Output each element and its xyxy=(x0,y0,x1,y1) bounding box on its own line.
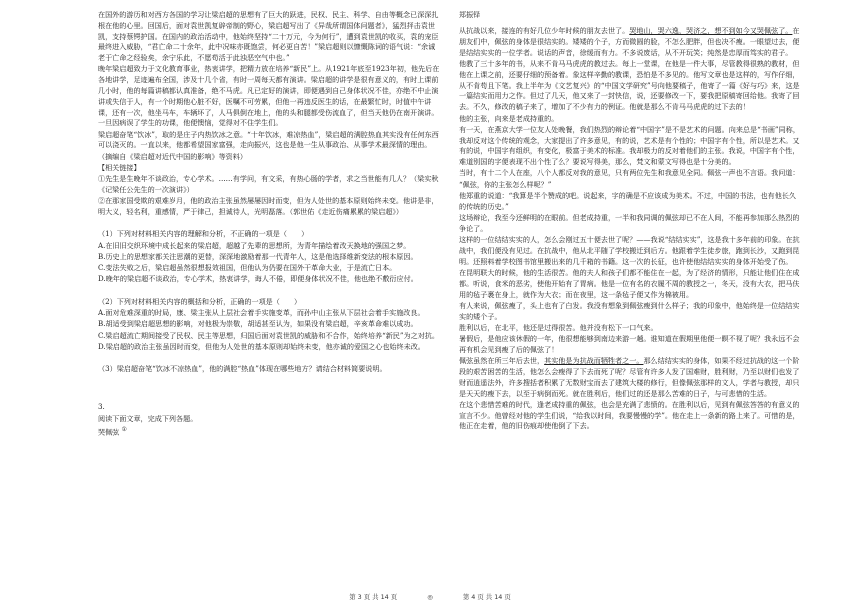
footnote-marker: ① xyxy=(121,426,127,433)
right-paragraph-3: 他的主张，向来是老成持重的。 xyxy=(459,113,559,123)
right-paragraph-8: 这场辩论，我至今还鲜明的在眼前。但老成持重，一半和我同调的佩弦却已不在人间，不能再参加那么热烈的争论了。 xyxy=(459,213,800,233)
right-paragraph-1-rest: 在朋友们中，佩弦的身体是很结实的。矮矮的个子，方而微圆的脸，不怎么肥胖，但也决不瘦。一眼望过去，便是结结实实的一位学者。说话的声音，徐缓而有力。不多说废话，从不开玩笑；纯然是忠厚而笃实的君子。 xyxy=(459,26,800,57)
section-3-instruction: 阅读下面文章，完成下列各题。 xyxy=(98,413,198,423)
right-paragraph-6: “佩弦，你的主张怎么样呢？” xyxy=(459,179,552,189)
related-link-2: ②在那家国受欺的艰难岁月，他的政治主张虽然屡屡因时而变，但为人处世的基本原则始终未变。他讲是非，明大义，轻名利，重感情，严于律己，担诚待人，光明磊落。（郭世佑《走近伤痛累累的梁启超》） xyxy=(98,196,439,217)
left-column xyxy=(98,10,440,439)
right-paragraph-14-rest: 那么结结实实的身体，如果不经过抗战的这一个阶段的艰苦困苦的生活，他怎么会瘦得了下去而死了呢？尽管有许多人发了国难财，胜利财，乃至以财们也发了财而逍遥法外，许多搜括者积累了无数财宝而去了建筑大楼的修行，但像佩弦那样的文人，学者与教授，却只是天天的瘦下去，以至于病倒而死。就在胜利后，他们过的还是那么苦难的日子，与可悲惜的生活。 xyxy=(459,356,800,398)
question-2-option-b: B.胡适受到梁启超思想的影响，对他极为崇敬，胡适甚至认为，如果没有梁启超，辛亥革命难以成功。 xyxy=(98,319,418,329)
section-3-title xyxy=(98,425,440,438)
footer-center-mark: ◎ xyxy=(427,593,433,601)
question-1-option-c: C.变法失败之后，梁启超虽然很想报效祖国，但他认为仍要在国外干革命大业，于是流亡日本。 xyxy=(98,263,397,273)
question-1-option-d: D.晚年的梁启超不谈政治，专心学术，热衷讲学，诲人不倦，即便身体状况不佳，他也绝不敷衍应付。 xyxy=(98,274,418,284)
right-paragraph-2: 他教了三十多年的书，从来不肯马马虎虎的教过去。每上一堂课，在他是一件大事，尽管教得很熟的教材，但他在上课之前，还要仔细的预备着。象这样辛勤的教课，恐怕是不多见的。他写文章也是这样的，写作仔细，从不肯苟且下笔。我上半年为《文艺复兴》的“中国文学研究”号向他要稿子，他寄了一篇《好与巧》来，这是一篇结实而用力之作。但过了几天，他又来了一封快信，说，还要修改一下，要我把原稿寄回给他。我寄了回去。不久，修改的稿子来了，增加了不少有力的例证。他就是那么不肯马马虎虎的过下去的！ xyxy=(459,59,800,112)
question-1-option-a: A.在旧旧交织环境中成长起来的梁启超，超越了先辈的思想所，为青年描绘着改天换地的强国之梦。 xyxy=(98,240,411,250)
page-number-left: 第 3 页 共 14 页 xyxy=(349,593,398,601)
source-note: （摘编自《梁启超对近代中国的影响》等资料） xyxy=(98,151,247,161)
right-paragraph-11: 有人来说，佩弦瘦了，头上也有了白发。我没有想象到佩弦瘦到什么样子；我的印象中，他始终是一位结结实实的矮个子。 xyxy=(459,300,800,321)
right-paragraph-9: 这样的一位结结实实的人，怎么会刚过五十便去世了呢？——我说“结结实实”，这是我十多年前的印象。在抗战中，我们便没有见过。在抗战中，他从北平随了学校搬迁到后方。他跟着学生徒步旅，跑到长沙，又跑到昆明。还照料着学校图书馆里搬出来的几千箱的书籍。这一次的长征，也许使他结结实实的身体开始受了伤。 xyxy=(459,235,800,266)
right-paragraph-14 xyxy=(459,356,801,399)
left-paragraph-1: 在国外的游历和对西方各国的学习让梁启超的思想有了巨大的跃进，民权、民主、科学、自由等概念已深深扎根在他的心里。回国后，面对袁世凯复辟帝制的野心，梁启超写出了《异哉所谓国体问题者》，猛烈抨击袁世凯，支持蔡锷护国。在国内的政治活动中，他始终坚持“二十万元，今为何行”，遭到袁世凯的收买，袁的宠臣最终进入威胁，“君亡命二十余年，此中况味亦既饱尝，何必更自苦！”梁启超则以慷慨陈词的语气说：“余诚老于亡命之经验矣，余宁乐此，不愿苟活于此浊恶空气中也。” xyxy=(98,10,439,63)
right-paragraph-1-lead: 从抗战以来，接连的有好几位少年时候的朋友去世了。 xyxy=(459,26,630,36)
page-footer xyxy=(0,592,860,601)
underlined-sentence-2: 其实他是为抗战而牺牲者之一。 xyxy=(544,356,644,366)
related-links-title: 【相关链接】 xyxy=(98,162,141,172)
underlined-sentence-1: 哭地山，哭六逸，哭济之，想不到如今又哭佩弦了。 xyxy=(629,26,793,36)
right-column xyxy=(459,10,801,433)
related-link-1: ①先生是生晚年不谈政治，专心学术。……有学问，有文采，有热心肠的学者，求之当世能有几人？（梁实秋《记梁任公先生的一次演讲》） xyxy=(98,174,439,194)
right-paragraph-7: 他郑重的说道：“我算是半个赞成的吧。说起来，字的确是不应该成为美术。不过，中国的书法，也有他长久的传统的历史。” xyxy=(459,191,797,211)
right-paragraph-15: 在这个悲惜苦难的时代，逢老成持重的佩弦，也会是充满了悲愤的。在胜利以后，见到有佩弦答答的有意义的宣言不少。他曾经对他的学生们说，“给我以时间，我要慢慢的学”。他在走上一条新的路上来了。可惜的是，他正在走着，他的旧伤痕却使他倒了下去。 xyxy=(459,399,800,431)
question-2-stem: （2）下列对材料相关内容的概括和分析，正确的一项是（ ） xyxy=(98,296,302,306)
right-paragraph-4: 有一天，在燕京大学一位友人处晚餐，我们热烈的辩论着“中国字”是不是艺术的问题。向来总是“书画”同称，我却反对这个传统的观念，大家提出了许多意见，有的说，艺术是有个性的；中国字有个性，所以是艺术。又有的说，中国字有组织，有变化，极富于美术的标准。我却极力的反对着他们的主张。我说，中国字有个性，难道别国的字便表现不出个性了么？要说写得美，那么，梵文和蒙文写得也是十分美的。 xyxy=(459,124,800,167)
right-paragraph-14-lead: 佩弦虽然在所三年后去世， xyxy=(459,356,545,366)
left-paragraph-3: 梁启超奋笔“饮冰”，取的是庄子内热饮冰之意。“十年饮冰，难凉热血”，梁启超的满腔热血其实没有任何东西可以浇灭的。一直以来，他都希望国家富强，走向振兴，这也是他一生从事政治、从事学术最深情的理由。 xyxy=(98,129,439,150)
right-paragraph-5: 当时，有十二个人在座，八个人都反对我的意见，只有两位先生和我意见全同。佩弦一声也不言语。我问道： xyxy=(459,168,800,178)
right-paragraph-13: 暑假后，是他应该休假的一年，他很想能够到南边来游一趟。谁知道在假期里他便一瞑不视了呢？我永远不会再有机会见到瘦了后的佩弦了！ xyxy=(459,334,800,354)
right-paragraph-10: 在昆明联大的时候，他的生活很苦。他的夫人和孩子们都不能住在一起，为了经济的情形，只能让他们住在成都。听说，食米的恶劣，使他开始有了胃病。他是一位有名的衣履不周的教授之一，冬天，没有大衣，把马伕用的毡子裹在身上，就作为大衣；而在夜里，这一条毡子便又作为棉被用。 xyxy=(459,267,800,299)
section-3-number: 3. xyxy=(98,402,105,412)
question-1-stem: （1）下列对材料相关内容的理解和分析，不正确的一项是（ ） xyxy=(98,229,309,239)
question-1-option-b: B.历史上的思想家都关注思潮的更替，深深地激励着那一代青年人，这是他选择维新变法的根本原因。 xyxy=(98,251,418,261)
left-paragraph-2: 晚年梁启超致力于文化教育事业，热衷讲学，把精力放在培养“新民”上。从1921年底至1923年初，他先后在各地讲学，足迹遍布全国，涉及十几个省，有时一周每天都有演讲。梁启超的讲学是很有意义的，有时上课前几小时，他的每篇讲稿都认真准备，绝不马虎。凡已定好的演讲，即便遇到自己身体状况不佳，亦绝不中止演讲或失信于人，有一个时期他心脏不好，医嘱不可劳累，但他一再违反医生的话，在最繁忙时，时值中午讲课，还有一次，他坐马车，车辆坏了，人马俱倒在地上，他的头和腿都受伤流血了，但当天他仍在南开演讲。一旦因病误了学生的功课，他便懊恼，觉得对不住学生们。 xyxy=(98,64,440,128)
page-number-right: 第 4 页 共 14 页 xyxy=(462,593,511,601)
right-paragraph-12: 胜利以后，在北平，他还是过得很苦。他并没有松下一口气来。 xyxy=(459,322,658,332)
question-2-option-c: C.梁启超流亡期间接受了民权、民主等思想，归国后面对袁世凯的威胁和不合作，始终培养“新民”为之对抗。 xyxy=(98,330,439,340)
question-2-option-d: D.梁启超的政治主张虽因时而变，但他为人处世的基本原则却始终未变，他亦诚的爱国之心也始终未改。 xyxy=(98,341,425,351)
article-author: 郑振铎 xyxy=(459,10,481,19)
question-3-stem: （3）梁启超奋笔“饮冰不凉热血”，他的满腔“热血”体现在哪些地方？请结合材料简要说明。 xyxy=(98,364,387,374)
article-title: 哭佩弦 xyxy=(98,427,120,437)
right-paragraph-1 xyxy=(459,26,801,58)
question-2-option-a: A.面对危难深重的时局，康、梁主张从上层社会着手实施变革，而孙中山主张从下层社会着手实施改良。 xyxy=(98,308,425,318)
